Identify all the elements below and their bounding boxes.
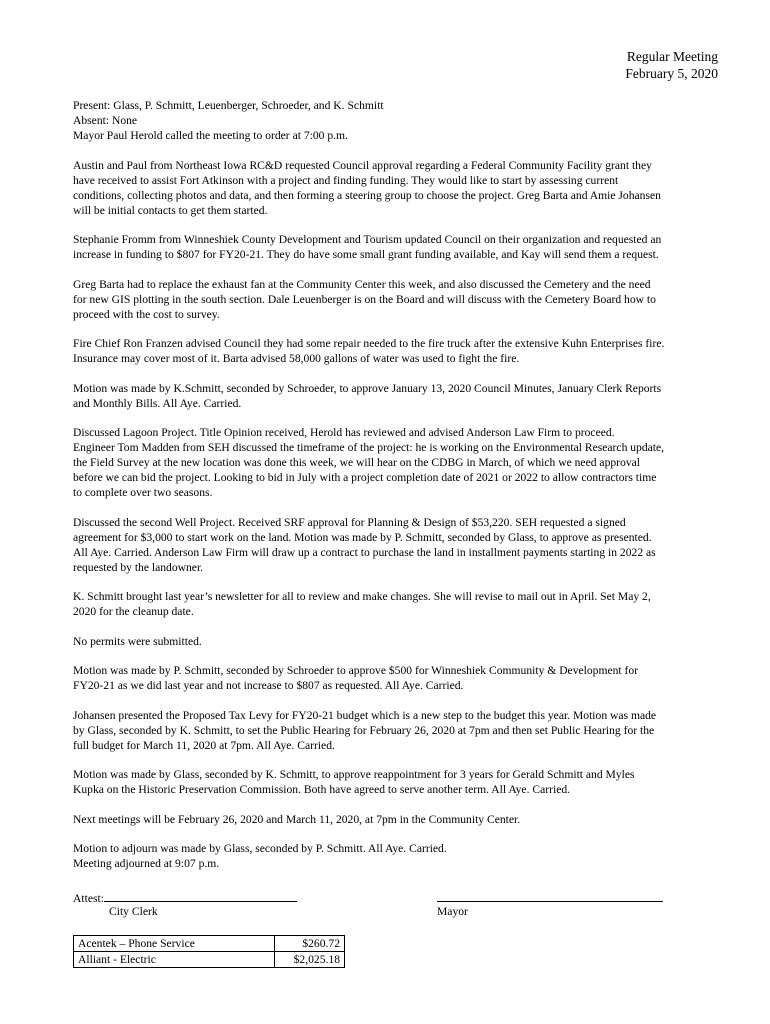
paragraph-line: Engineer Tom Madden from SEH discussed the timeframe of the project: he is working on the Environmental Research update, <box>73 441 665 454</box>
paragraph-line: Motion to adjourn was made by Glass, seconded by P. Schmitt. All Aye. Carried. <box>73 842 447 855</box>
minutes-paragraph <box>73 232 718 262</box>
paragraph-line: requested by the landowner. <box>73 560 204 574</box>
minutes-paragraph <box>73 812 718 827</box>
minutes-paragraph <box>73 158 718 218</box>
clerk-label: City Clerk <box>109 905 158 918</box>
mayor-signature <box>437 889 663 918</box>
minutes-page <box>73 48 718 968</box>
minutes-paragraph <box>73 708 718 753</box>
paragraph-line: Next meetings will be February 26, 2020 and March 11, 2020, at 7pm in the Community Center. <box>73 812 521 826</box>
minutes-paragraph <box>73 336 718 366</box>
paragraph-line: Motion was made by Glass, seconded by K. Schmitt, to approve reappointment for 3 years for Gerald Schmitt and Myles <box>73 768 635 781</box>
paragraph-line: Meeting adjourned at 9:07 p.m. <box>73 857 220 870</box>
attendance-absent: Absent: None <box>73 114 138 127</box>
attest-signature <box>73 889 297 918</box>
paragraph-line: All Aye. Carried. Anderson Law Firm will draw up a contract to purchase the land in installment payments starting in 2022 as <box>73 545 656 559</box>
paragraph-line: the Field Survey at the new location was done this week, we will hear on the CDBG in March, of which we need approval <box>73 456 640 469</box>
paragraph-line: conditions, collecting photos and data, and then forming a steering group to choose the project. Greg Barta and Amie Johansen <box>73 188 661 202</box>
paragraph-line: Fire Chief Ron Franzen advised Council they had some repair needed to the fire truck after the extensive Kuhn Enterprises fire. <box>73 337 665 350</box>
paragraph-line: proceed with the cost to survey. <box>73 307 220 321</box>
paragraph-line: have received to assist Fort Atkinson with a project and finding funding. They would like to start by assessing current <box>73 173 619 187</box>
meeting-date: February 5, 2020 <box>625 66 718 81</box>
paragraph-line: K. Schmitt brought last year’s newsletter for all to review and make changes. She will revise to mail out in April. Set May 2, <box>73 590 651 603</box>
minutes-paragraph <box>73 381 718 411</box>
signature-block <box>73 889 718 921</box>
paragraph-line: Insurance may cover most of it. Barta advised 58,000 gallons of water was used to fight the fire. <box>73 352 520 365</box>
table-row <box>74 952 345 968</box>
paragraph-line: Kupka on the Historic Preservation Commission. Both have agreed to serve another term. All Aye. Carried. <box>73 783 571 796</box>
paragraph-line: Johansen presented the Proposed Tax Levy for FY20-21 budget which is a new step to the budget this year. Motion was made <box>73 708 657 722</box>
paragraph-line: Stephanie Fromm from Winneshiek County Development and Tourism updated Council on their organization and requested an <box>73 233 662 246</box>
attendance-present: Present: Glass, P. Schmitt, Leuenberger, Schroeder, and K. Schmitt <box>73 99 384 112</box>
paragraph-line: Austin and Paul from Northeast Iowa RC&D requested Council approval regarding a Federal Community Facility grant they <box>73 158 652 172</box>
paragraph-line: will be initial contacts to get them started. <box>73 203 268 217</box>
paragraph-line: for new GIS plotting in the south section. Dale Leuenberger is on the Board and will discuss with the Cemetery Board how to <box>73 292 656 306</box>
bill-amount: $260.72 <box>275 936 345 952</box>
mayor-signature-line <box>437 889 663 902</box>
minutes-body <box>73 158 718 872</box>
minutes-paragraph <box>73 634 718 649</box>
attendance-block <box>73 98 718 143</box>
minutes-paragraph <box>73 277 718 322</box>
paragraph-line: agreement for $3,000 to start work on the land. Motion was made by P. Schmitt, seconded by Glass, to approve as presented. <box>73 530 652 544</box>
paragraph-line: before we can bid the project. Looking to bid in July with a project completion date of 2021 or 2022 to allow contractors time <box>73 471 657 484</box>
paragraph-line: Greg Barta had to replace the exhaust fan at the Community Center this week, and also discussed the Cemetery and the need <box>73 277 651 291</box>
mayor-label: Mayor <box>437 905 468 918</box>
paragraph-line: Motion was made by P. Schmitt, seconded by Schroeder to approve $500 for Winneshiek Community & Development for <box>73 664 639 677</box>
minutes-paragraph <box>73 589 718 619</box>
attest-label: Attest: <box>73 892 104 905</box>
minutes-paragraph <box>73 767 718 797</box>
minutes-paragraph <box>73 425 718 500</box>
bill-amount: $2,025.18 <box>275 952 345 968</box>
paragraph-line: and Monthly Bills. All Aye. Carried. <box>73 396 242 410</box>
minutes-paragraph <box>73 515 718 575</box>
minutes-paragraph <box>73 663 718 693</box>
paragraph-line: by Glass, seconded by K. Schmitt, to set the Public Hearing for February 26, 2020 at 7pm and then set Public Hearing for the <box>73 723 655 737</box>
document-header <box>73 48 718 82</box>
paragraph-line: Discussed the second Well Project. Received SRF approval for Planning & Design of $53,220. SEH requested a signed <box>73 515 626 529</box>
bills-table <box>73 935 345 968</box>
paragraph-line: No permits were submitted. <box>73 634 202 648</box>
bill-name: Alliant - Electric <box>74 952 275 968</box>
bill-name: Acentek – Phone Service <box>74 936 275 952</box>
paragraph-line: to complete over two seasons. <box>73 486 213 499</box>
clerk-signature-line <box>104 889 297 902</box>
paragraph-line: Discussed Lagoon Project. Title Opinion received, Herold has reviewed and advised Anderson Law Firm to proceed. <box>73 426 615 439</box>
meeting-title: Regular Meeting <box>626 49 718 64</box>
paragraph-line: Motion was made by K.Schmitt, seconded by Schroeder, to approve January 13, 2020 Council Minutes, January Clerk Reports <box>73 381 662 395</box>
paragraph-line: full budget for March 11, 2020 at 7pm. All Aye. Carried. <box>73 738 335 752</box>
paragraph-line: increase in funding to $807 for FY20-21. They do have some small grant funding available, and Kay will send them a request. <box>73 248 659 261</box>
paragraph-line: FY20-21 as we did last year and not increase to $807 as requested. All Aye. Carried. <box>73 679 464 692</box>
call-to-order: Mayor Paul Herold called the meeting to order at 7:00 p.m. <box>73 129 348 142</box>
table-row <box>74 936 345 952</box>
paragraph-line: 2020 for the cleanup date. <box>73 605 194 618</box>
minutes-paragraph <box>73 841 718 871</box>
